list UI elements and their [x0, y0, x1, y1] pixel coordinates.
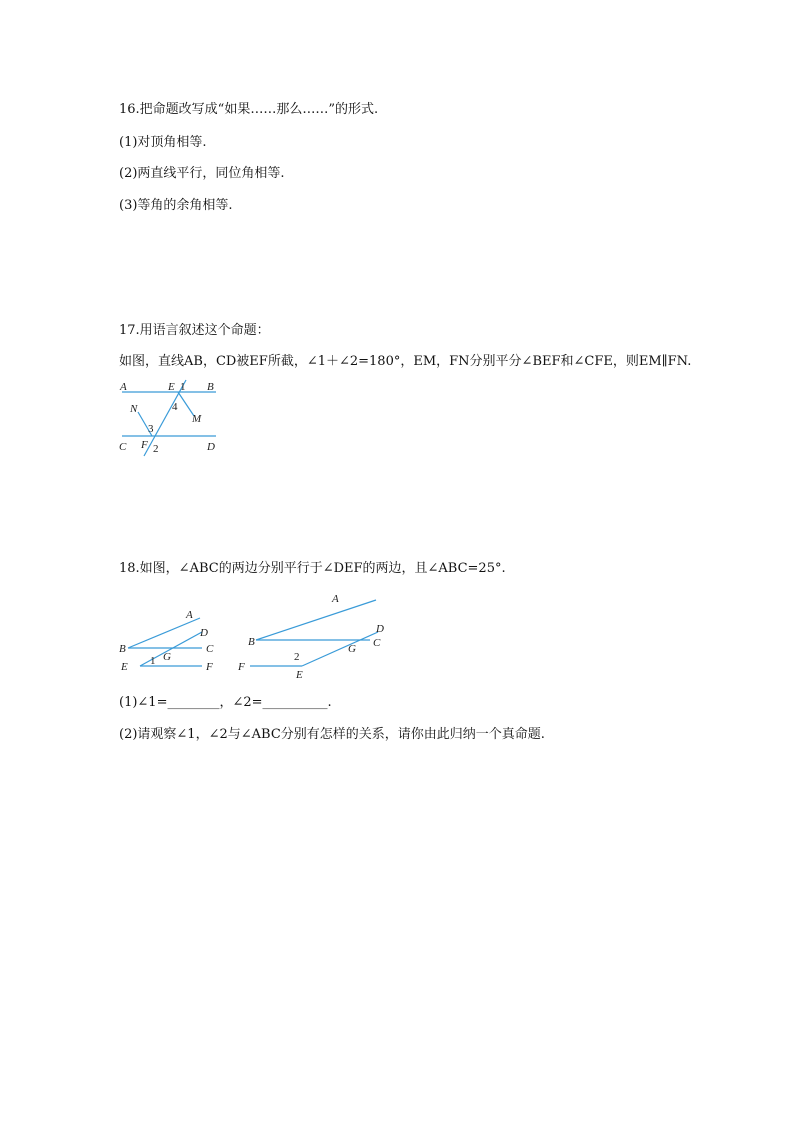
- label-e: E: [168, 381, 175, 393]
- label-e: E: [296, 669, 303, 681]
- label-g: G: [163, 651, 171, 663]
- q16-item-1: (1)对顶角相等.: [119, 135, 207, 150]
- q16-item-3: (3)等角的余角相等.: [119, 198, 233, 213]
- label-c: C: [206, 643, 214, 655]
- label-d: D: [376, 623, 384, 635]
- label-g: G: [348, 643, 356, 655]
- label-e: E: [121, 661, 128, 673]
- label-3: 3: [148, 423, 154, 435]
- q18-item-1: (1)∠1=________，∠2=__________.: [119, 695, 332, 710]
- label-a: A: [332, 593, 339, 605]
- q16-item-2: (2)两直线平行，同位角相等.: [119, 166, 285, 181]
- label-2: 2: [153, 443, 159, 455]
- label-b: B: [248, 636, 255, 648]
- line-ba: [256, 600, 376, 640]
- label-1: 1: [150, 655, 156, 667]
- label-f: F: [141, 439, 148, 451]
- label-a: A: [120, 381, 127, 393]
- label-f: F: [238, 661, 245, 673]
- q18-item-2: (2)请观察∠1，∠2与∠ABC分别有怎样的关系，请你由此归纳一个真命题.: [119, 727, 545, 742]
- label-n: N: [130, 403, 138, 415]
- label-b: B: [119, 643, 126, 655]
- label-f: F: [206, 661, 213, 673]
- label-a: A: [186, 609, 193, 621]
- q17-figure: [116, 378, 226, 460]
- line-ba: [128, 618, 200, 648]
- q17-title: 17.用语言叙述这个命题：: [119, 323, 270, 338]
- line-ed: [302, 632, 378, 666]
- q18-figure-2: [236, 592, 394, 682]
- label-m: M: [192, 413, 202, 425]
- q18-title: 18.如图，∠ABC的两边分别平行于∠DEF的两边，且∠ABC=25°.: [119, 561, 506, 576]
- label-1: 1: [180, 381, 186, 393]
- label-b: B: [207, 381, 214, 393]
- q17-text: 如图，直线AB，CD被EF所截，∠1＋∠2=180°，EM，FN分别平分∠BEF和∠CFE，则EM∥FN.: [119, 354, 692, 369]
- label-c: C: [373, 637, 381, 649]
- q16-title: 16.把命题改写成“如果……那么……”的形式.: [119, 102, 379, 117]
- label-4: 4: [172, 401, 178, 413]
- q18-figure-1: [118, 608, 222, 674]
- label-c: C: [119, 441, 127, 453]
- label-2: 2: [294, 651, 300, 663]
- label-d: D: [207, 441, 215, 453]
- label-d: D: [200, 627, 208, 639]
